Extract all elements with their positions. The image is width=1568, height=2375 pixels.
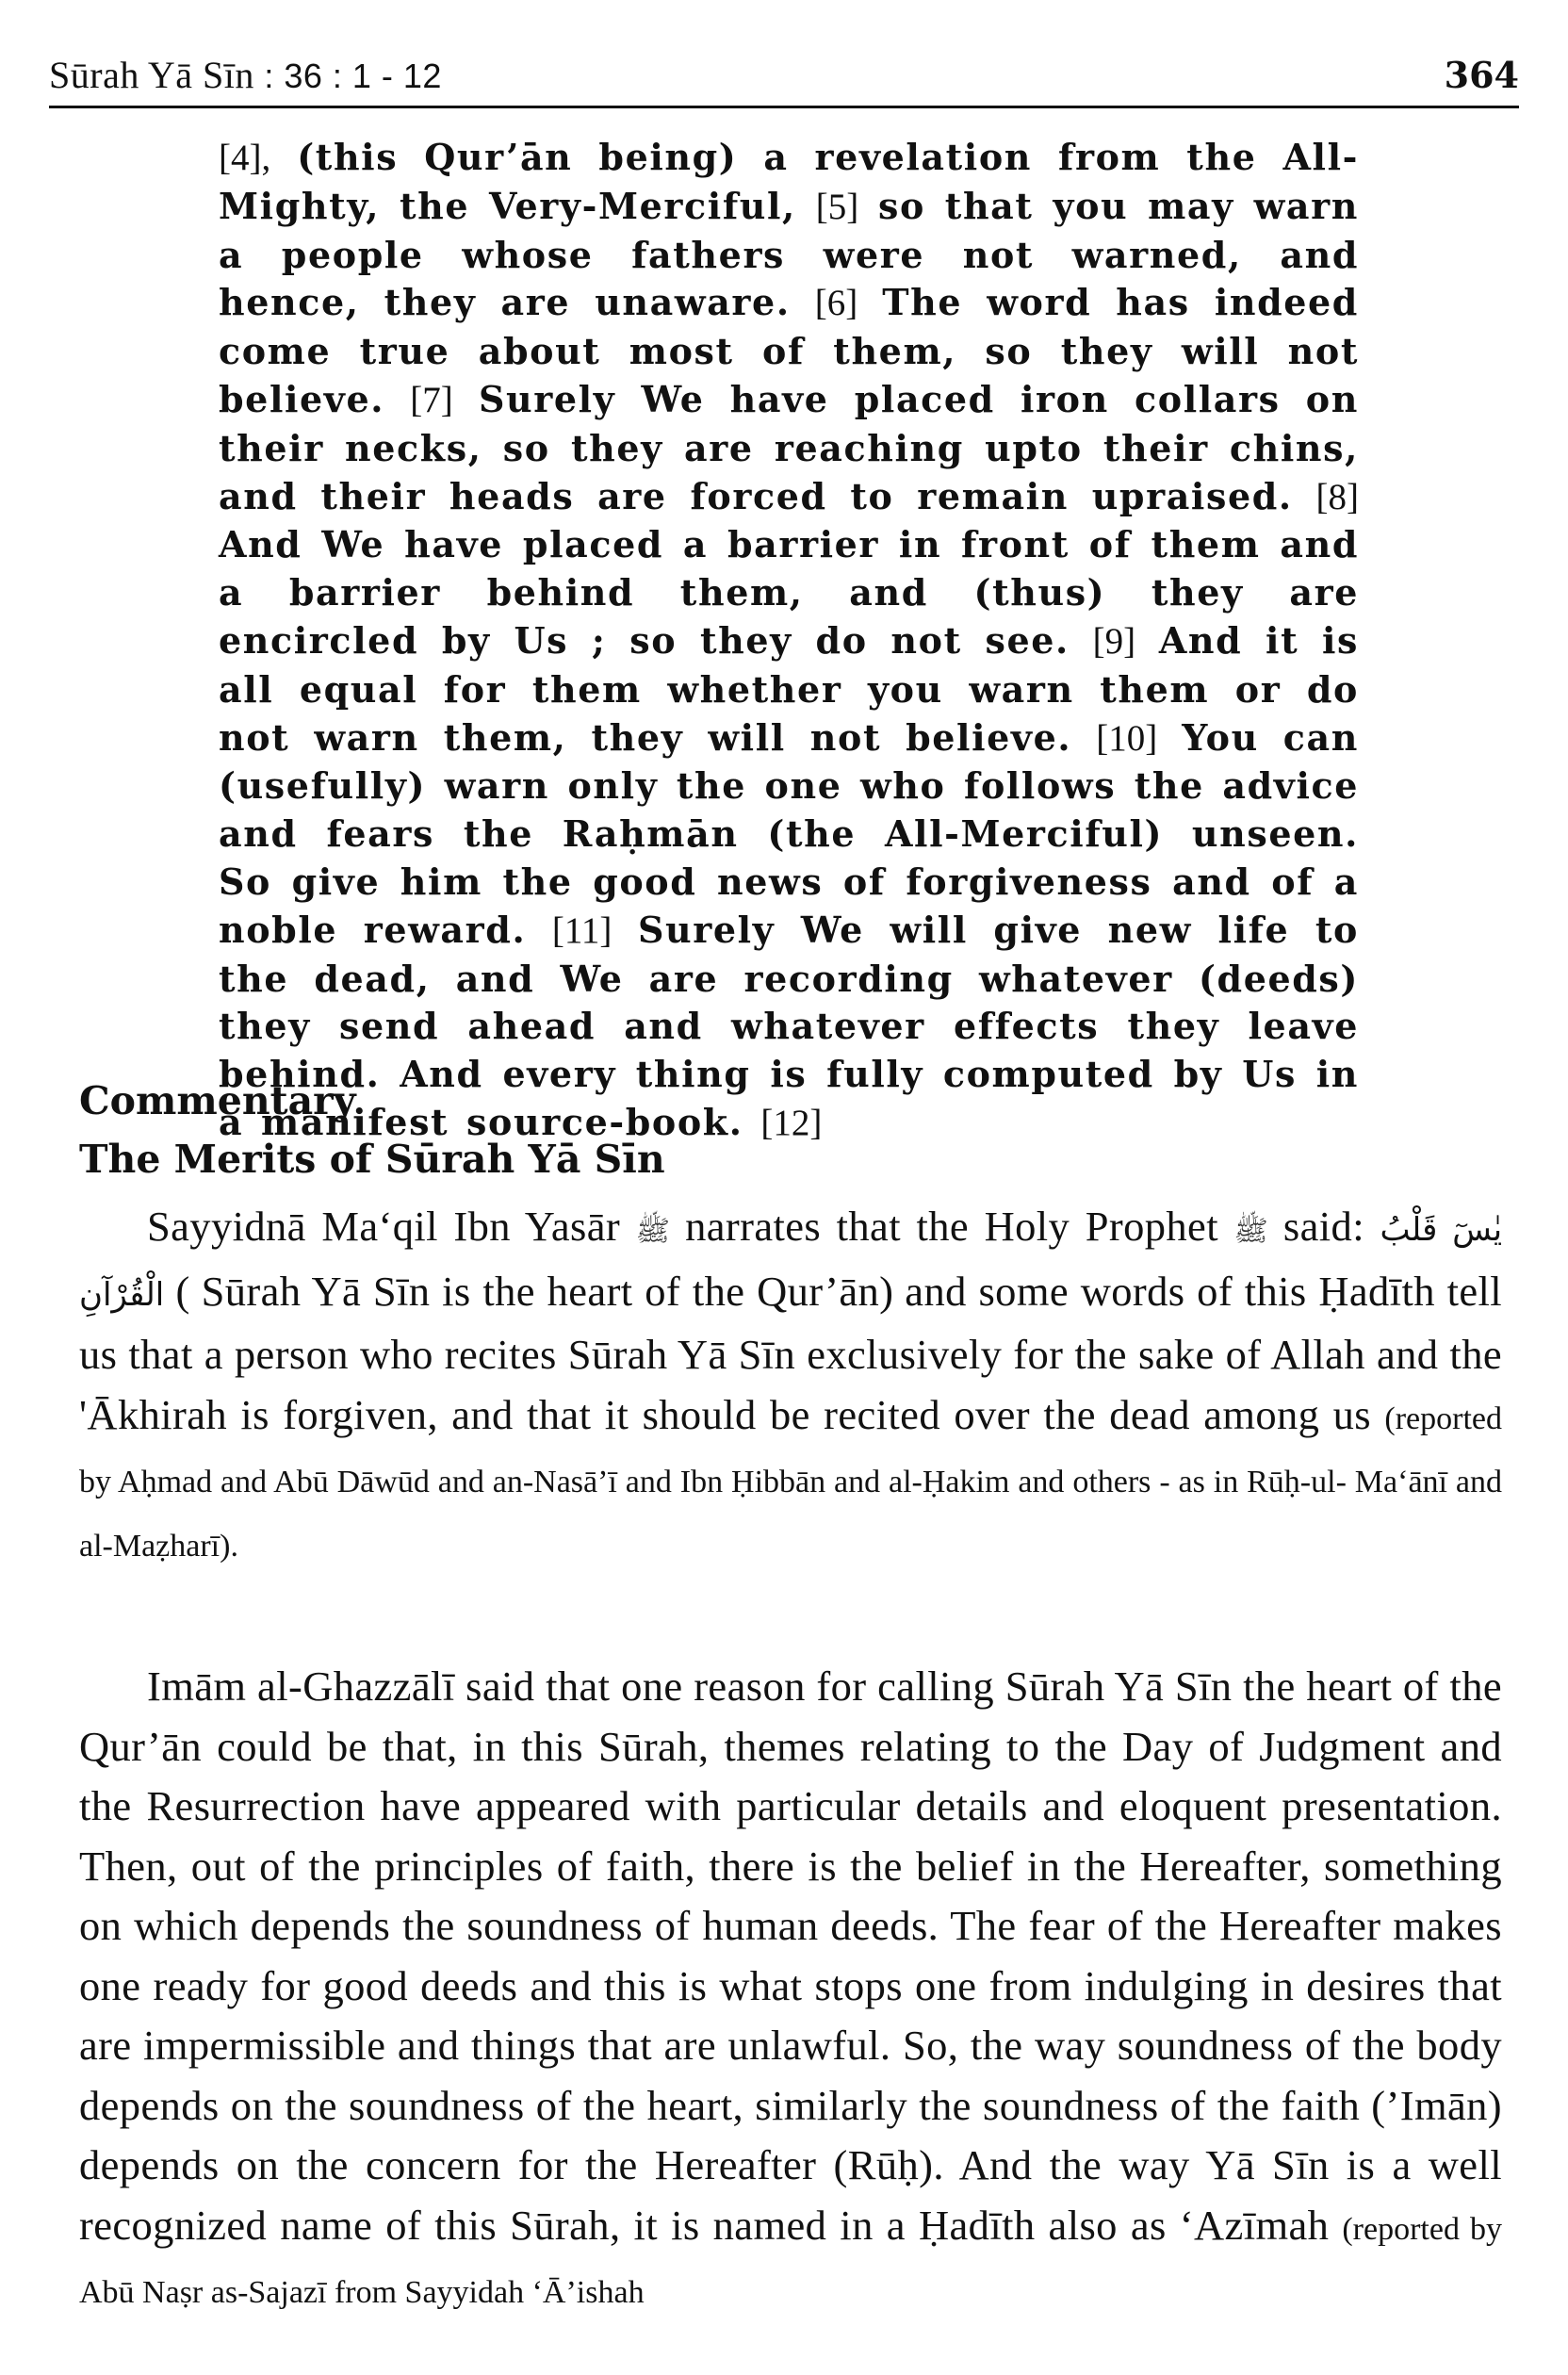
verse-text: You can (usefully) warn only the one who follows the advice and fears the Raḥmān (the All-Merciful) unseen. So give him the good news of forgiveness and of a noble reward. [219,715,1359,951]
verse-number: [8] [1315,476,1359,517]
verse-number: [7] [410,379,453,420]
commentary-heading: Commentary [79,1078,356,1123]
verse-number: [6] [814,283,858,324]
section-heading: The Merits of Sūrah Yā Sīn [79,1137,665,1182]
header-rule [49,106,1519,108]
verse-text: so that you may warn a people whose fathers were not warned, and hence, they are unaware. [219,184,1359,324]
honorific-icon: ﷺ [1233,1215,1268,1248]
verse-text: Surely We will give new life to the dead, and We are recording whatever (deeds) they send ahead and whatever effects they leave behind. And every thing is fully computed by Us in a manifest source-book. [219,908,1359,1143]
hadith-text: ( Sūrah Yā Sīn is the heart of the Qur’ān) and some words of this Ḥadīth tell us that a person who recites Sūrah Yā Sīn exclusively for the sake of Allah and the 'Ākhirah is forgiven, and that it should be recited over the dead among us [79,1267,1503,1438]
verse-text: The word has indeed come true about most of them, so they will not believe. [219,281,1359,420]
verse-text: (this Qur’ān being) a revelation from the All-Mighty, the Very-Merciful, [219,136,1359,227]
translation-block [219,134,1359,1148]
verse-number: [12] [760,1102,823,1143]
verse-number: [10] [1096,717,1158,759]
commentary-paragraph-2 [79,1657,1502,2323]
page-number: 364 [1444,54,1519,96]
verse-text: And it is all equal for them whether you warn them or do not warn them, they will not believe. [219,618,1360,759]
running-head-title [49,47,442,105]
arabic-quote: يٰسٓ قَلْبُ الْقُرْآنِ [79,1211,1503,1314]
paragraph-text: Imām al-Ghazzālī said that one reason for calling Sūrah Yā Sīn the heart of the Qur’ān could be that, in this Sūrah, themes relating to the Day of Judgment and the Resurrection have appeared with particular details and eloquent presentation. Then, out of the principles of faith, there is the belief in the Hereafter, something on which depends the soundness of human deeds. The fear of the Hereafter makes one ready for good deeds and this is what stops one from indulging in desires that are impermissible and things that are unlawful. So, the way soundness of the body depends on the soundness of the heart, similarly the soundness of the faith (’Imān) depends on the concern for the Hereafter (Rūḥ). And the way Yā Sīn is a well recognized name of this Sūrah, it is named in a Ḥadīth also as ‘Azīmah [79,1662,1502,2249]
surah-reference: : 36 : 1 - 12 [264,57,442,95]
verse-number: [11] [551,909,612,951]
verse-text: And We have placed a barrier in front of them and a barrier behind them, and (thus) they are encircled by Us ; so they do not see. [219,523,1359,662]
running-head [49,47,1519,104]
narration-text: narrates that the Holy Prophet [685,1203,1218,1250]
said-text: said: [1282,1203,1364,1250]
source-reference: (reported by Abū Naṣr as-Sajazī from Sayyidah ‘Ā’ishah [79,2211,1502,2310]
verse-number: [4], [219,138,271,178]
verse-number: [5] [815,186,859,227]
honorific-icon: ﷺ [635,1215,670,1248]
verse-text: Surely We have placed iron collars on their necks, so they are reaching upto their chins, and their heads are forced to remain upraised. [219,377,1359,517]
source-reference: (reported by Aḥmad and Abū Dāwūd and an-Nasā’ī and Ibn Ḥibbān and al-Ḥakim and others - as in Rūḥ-ul- Ma‘ānī and al-Maẓharī). [79,1400,1502,1564]
commentary-paragraph-1 [79,1197,1502,1576]
surah-name: Sūrah Yā Sīn [49,54,254,96]
verse-number: [9] [1092,620,1136,662]
narrator-text: Sayyidnā Ma‘qil Ibn Yasār [147,1203,621,1250]
